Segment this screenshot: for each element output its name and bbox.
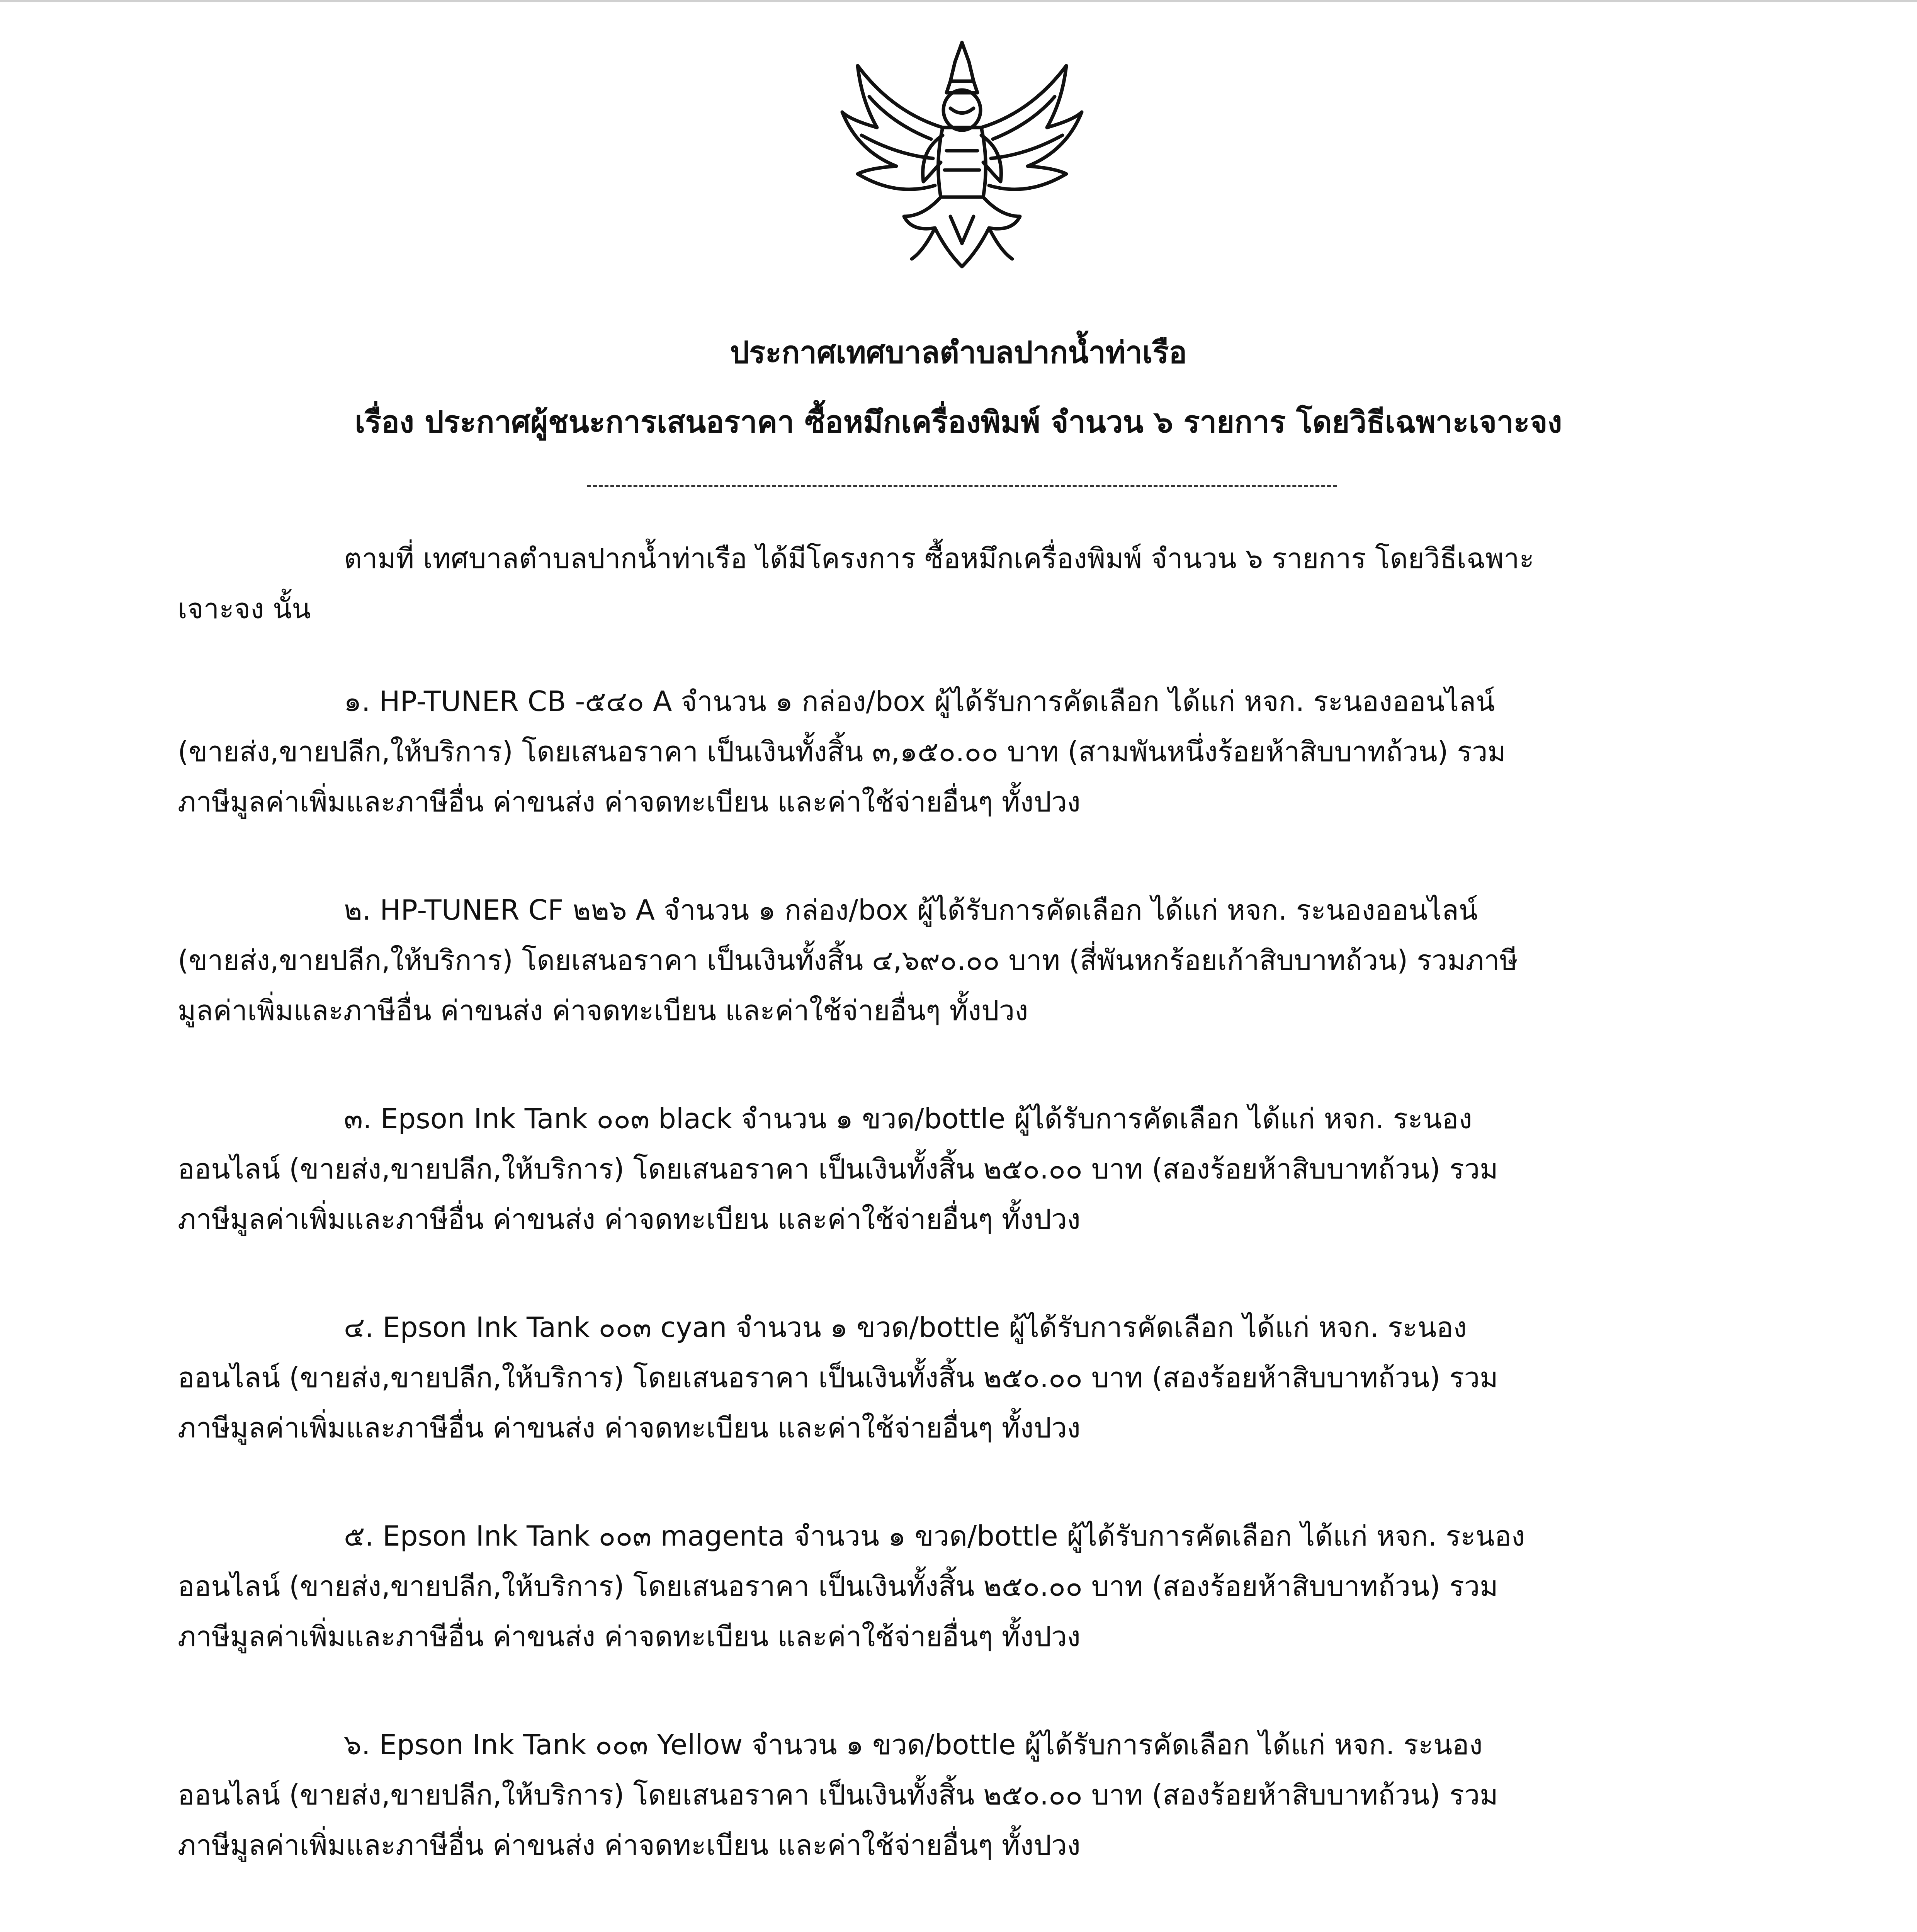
- item-paragraph-3: [178, 1094, 1727, 1244]
- divider-dashed: [587, 485, 1337, 487]
- item-line: ๓. Epson Ink Tank ๐๐๓ black จำนวน ๑ ขวด/bottle ผู้ได้รับการคัดเลือก ได้แก่ หจก. ระนอง: [344, 1102, 1472, 1135]
- item-line: ๔. Epson Ink Tank ๐๐๓ cyan จำนวน ๑ ขวด/bottle ผู้ได้รับการคัดเลือก ได้แก่ หจก. ระนอง: [344, 1311, 1467, 1344]
- item-paragraph-4: [178, 1302, 1727, 1453]
- subject-heading: เรื่อง ประกาศผู้ชนะการเสนอราคา ซื้อหมึกเครื่องพิมพ์ จำนวน ๖ รายการ โดยวิธีเฉพาะเจาะจง: [355, 405, 1562, 440]
- item-line: ออนไลน์ (ขายส่ง,ขายปลีก,ให้บริการ) โดยเสนอราคา เป็นเงินทั้งสิ้น ๒๕๐.๐๐ บาท (สองร้อยห้าสิบบาทถ้วน) รวม: [178, 1153, 1498, 1185]
- item-line: มูลค่าเพิ่มและภาษีอื่น ค่าขนส่ง ค่าจดทะเบียน และค่าใช้จ่ายอื่นๆ ทั้งปวง: [178, 994, 1028, 1027]
- item-line: ออนไลน์ (ขายส่ง,ขายปลีก,ให้บริการ) โดยเสนอราคา เป็นเงินทั้งสิ้น ๒๕๐.๐๐ บาท (สองร้อยห้าสิบบาทถ้วน) รวม: [178, 1361, 1498, 1394]
- item-line: ออนไลน์ (ขายส่ง,ขายปลีก,ให้บริการ) โดยเสนอราคา เป็นเงินทั้งสิ้น ๒๕๐.๐๐ บาท (สองร้อยห้าสิบบาทถ้วน) รวม: [178, 1779, 1498, 1811]
- item-paragraph-2: [178, 885, 1727, 1036]
- item-line: ๖. Epson Ink Tank ๐๐๓ Yellow จำนวน ๑ ขวด/bottle ผู้ได้รับการคัดเลือก ได้แก่ หจก. ระนอง: [344, 1728, 1483, 1761]
- item-line: ภาษีมูลค่าเพิ่มและภาษีอื่น ค่าขนส่ง ค่าจดทะเบียน และค่าใช้จ่ายอื่นๆ ทั้งปวง: [178, 1412, 1081, 1444]
- item-paragraph-6: [178, 1719, 1727, 1870]
- item-line: (ขายส่ง,ขายปลีก,ให้บริการ) โดยเสนอราคา เป็นเงินทั้งสิ้น ๓,๑๕๐.๐๐ บาท (สามพันหนึ่งร้อยห้าสิบบาทถ้วน) รวม: [178, 735, 1506, 768]
- intro-line: เจาะจง นั้น: [178, 592, 311, 625]
- item-paragraph-5: [178, 1511, 1727, 1662]
- garuda-emblem-icon: [834, 35, 1089, 282]
- intro-line: ตามที่ เทศบาลตำบลปากน้ำท่าเรือ ได้มีโครงการ ซื้อหมึกเครื่องพิมพ์ จำนวน ๖ รายการ โดยวิธีเฉพาะ: [344, 542, 1535, 575]
- item-line: ออนไลน์ (ขายส่ง,ขายปลีก,ให้บริการ) โดยเสนอราคา เป็นเงินทั้งสิ้น ๒๕๐.๐๐ บาท (สองร้อยห้าสิบบาทถ้วน) รวม: [178, 1570, 1498, 1602]
- item-paragraph-1: [178, 676, 1727, 827]
- intro-paragraph: [178, 533, 1727, 634]
- item-line: ๕. Epson Ink Tank ๐๐๓ magenta จำนวน ๑ ขวด/bottle ผู้ได้รับการคัดเลือก ได้แก่ หจก. ระนอง: [344, 1520, 1525, 1552]
- item-line: ภาษีมูลค่าเพิ่มและภาษีอื่น ค่าขนส่ง ค่าจดทะเบียน และค่าใช้จ่ายอื่นๆ ทั้งปวง: [178, 1620, 1081, 1653]
- item-line: ภาษีมูลค่าเพิ่มและภาษีอื่น ค่าขนส่ง ค่าจดทะเบียน และค่าใช้จ่ายอื่นๆ ทั้งปวง: [178, 786, 1081, 818]
- item-line: ภาษีมูลค่าเพิ่มและภาษีอื่น ค่าขนส่ง ค่าจดทะเบียน และค่าใช้จ่ายอื่นๆ ทั้งปวง: [178, 1829, 1081, 1861]
- item-line: ๑. HP-TUNER CB -๕๔๐ A จำนวน ๑ กล่อง/box ผู้ได้รับการคัดเลือก ได้แก่ หจก. ระนองออนไลน์: [344, 685, 1495, 718]
- item-line: ภาษีมูลค่าเพิ่มและภาษีอื่น ค่าขนส่ง ค่าจดทะเบียน และค่าใช้จ่ายอื่นๆ ทั้งปวง: [178, 1203, 1081, 1235]
- organization-heading: ประกาศเทศบาลตำบลปากน้ำท่าเรือ: [730, 335, 1187, 370]
- item-line: (ขายส่ง,ขายปลีก,ให้บริการ) โดยเสนอราคา เป็นเงินทั้งสิ้น ๔,๖๙๐.๐๐ บาท (สี่พันหกร้อยเก้าสิบบาทถ้วน) รวมภาษี: [178, 944, 1518, 976]
- item-line: ๒. HP-TUNER CF ๒๒๖ A จำนวน ๑ กล่อง/box ผู้ได้รับการคัดเลือก ได้แก่ หจก. ระนองออนไลน์: [344, 894, 1478, 926]
- page-top-edge: [0, 0, 1917, 2]
